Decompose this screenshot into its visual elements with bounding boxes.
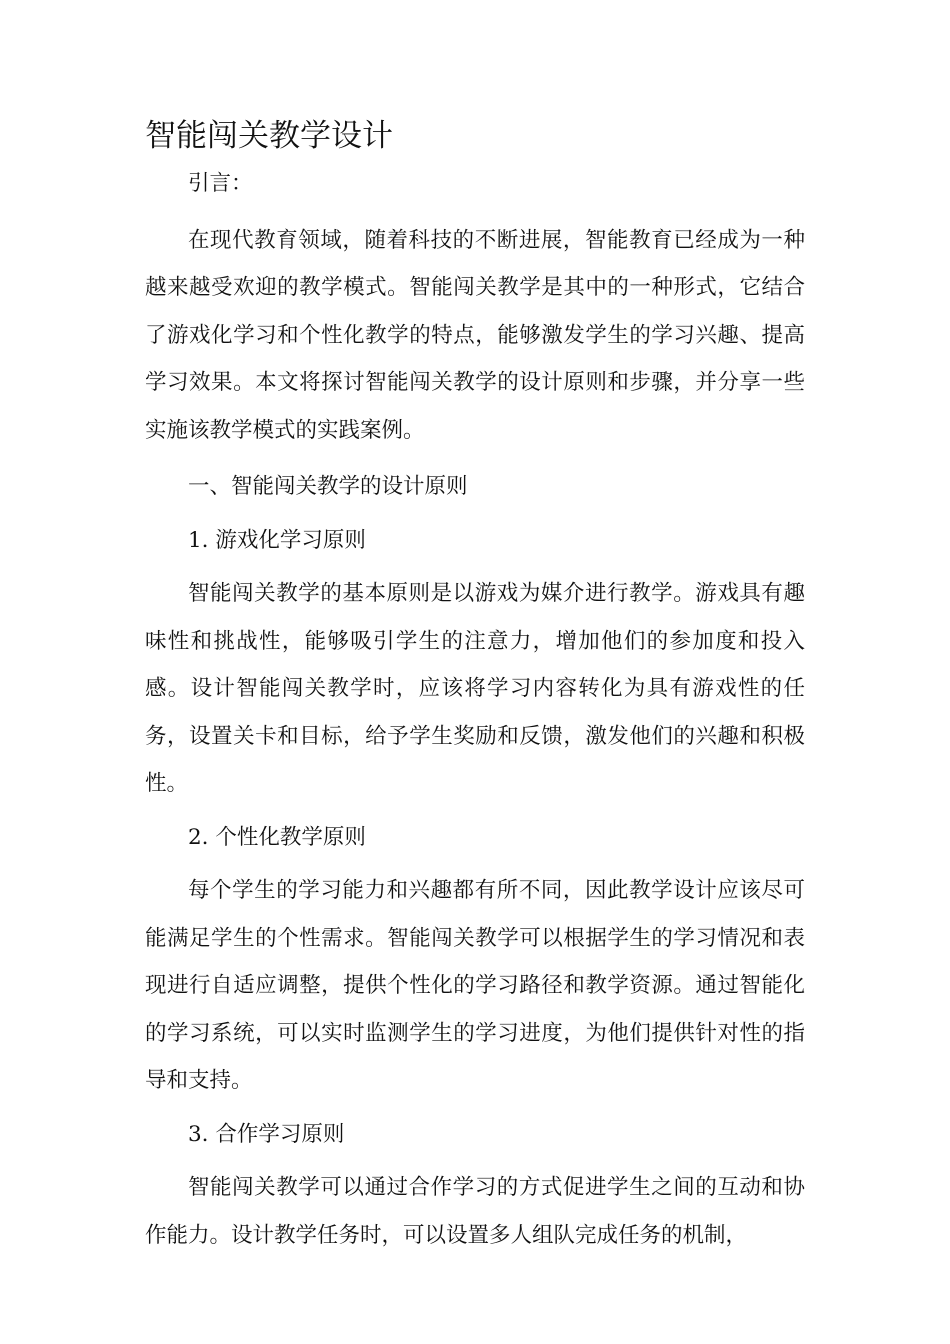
- document-title: 智能闯关教学设计: [145, 118, 393, 154]
- intro-paragraph: 在现代教育领域，随着科技的不断进展，智能教育已经成为一种越来越受欢迎的教学模式。智能闯关教学是其中的一种形式，它结合了游戏化学习和个性化教学的特点，能够激发学生的学习兴趣、提高学习效果。本文将探讨智能闯关教学的设计原则和步骤，并分享一些实施该教学模式的实践案例。: [145, 227, 805, 443]
- principle-body-1: 智能闯关教学的基本原则是以游戏为媒介进行教学。游戏具有趣味性和挑战性，能够吸引学生的注意力，增加他们的参加度和投入感。设计智能闯关教学时，应该将学习内容转化为具有游戏性的任务，设置关卡和目标，给予学生奖励和反馈，激发他们的兴趣和积极性。: [145, 581, 805, 796]
- document-body: [145, 160, 805, 1259]
- principle-heading-2: 2. 个性化教学原则: [188, 824, 366, 850]
- principle-body-3: 智能闯关教学可以通过合作学习的方式促进学生之间的互动和协作能力。设计教学任务时，可以设置多人组队完成任务的机制，: [145, 1175, 805, 1248]
- principle-body-2: 每个学生的学习能力和兴趣都有所不同，因此教学设计应该尽可能满足学生的个性需求。智能闯关教学可以根据学生的学习情况和表现进行自适应调整，提供个性化的学习路径和教学资源。通过智能化的学习系统，可以实时监测学生的学习进度，为他们提供针对性的指导和支持。: [145, 878, 805, 1093]
- section-heading: 一、智能闯关教学的设计原则: [188, 474, 468, 499]
- principle-heading-3: 3. 合作学习原则: [188, 1121, 345, 1147]
- principle-heading-1: 1. 游戏化学习原则: [188, 527, 366, 553]
- intro-label: 引言：: [188, 171, 253, 196]
